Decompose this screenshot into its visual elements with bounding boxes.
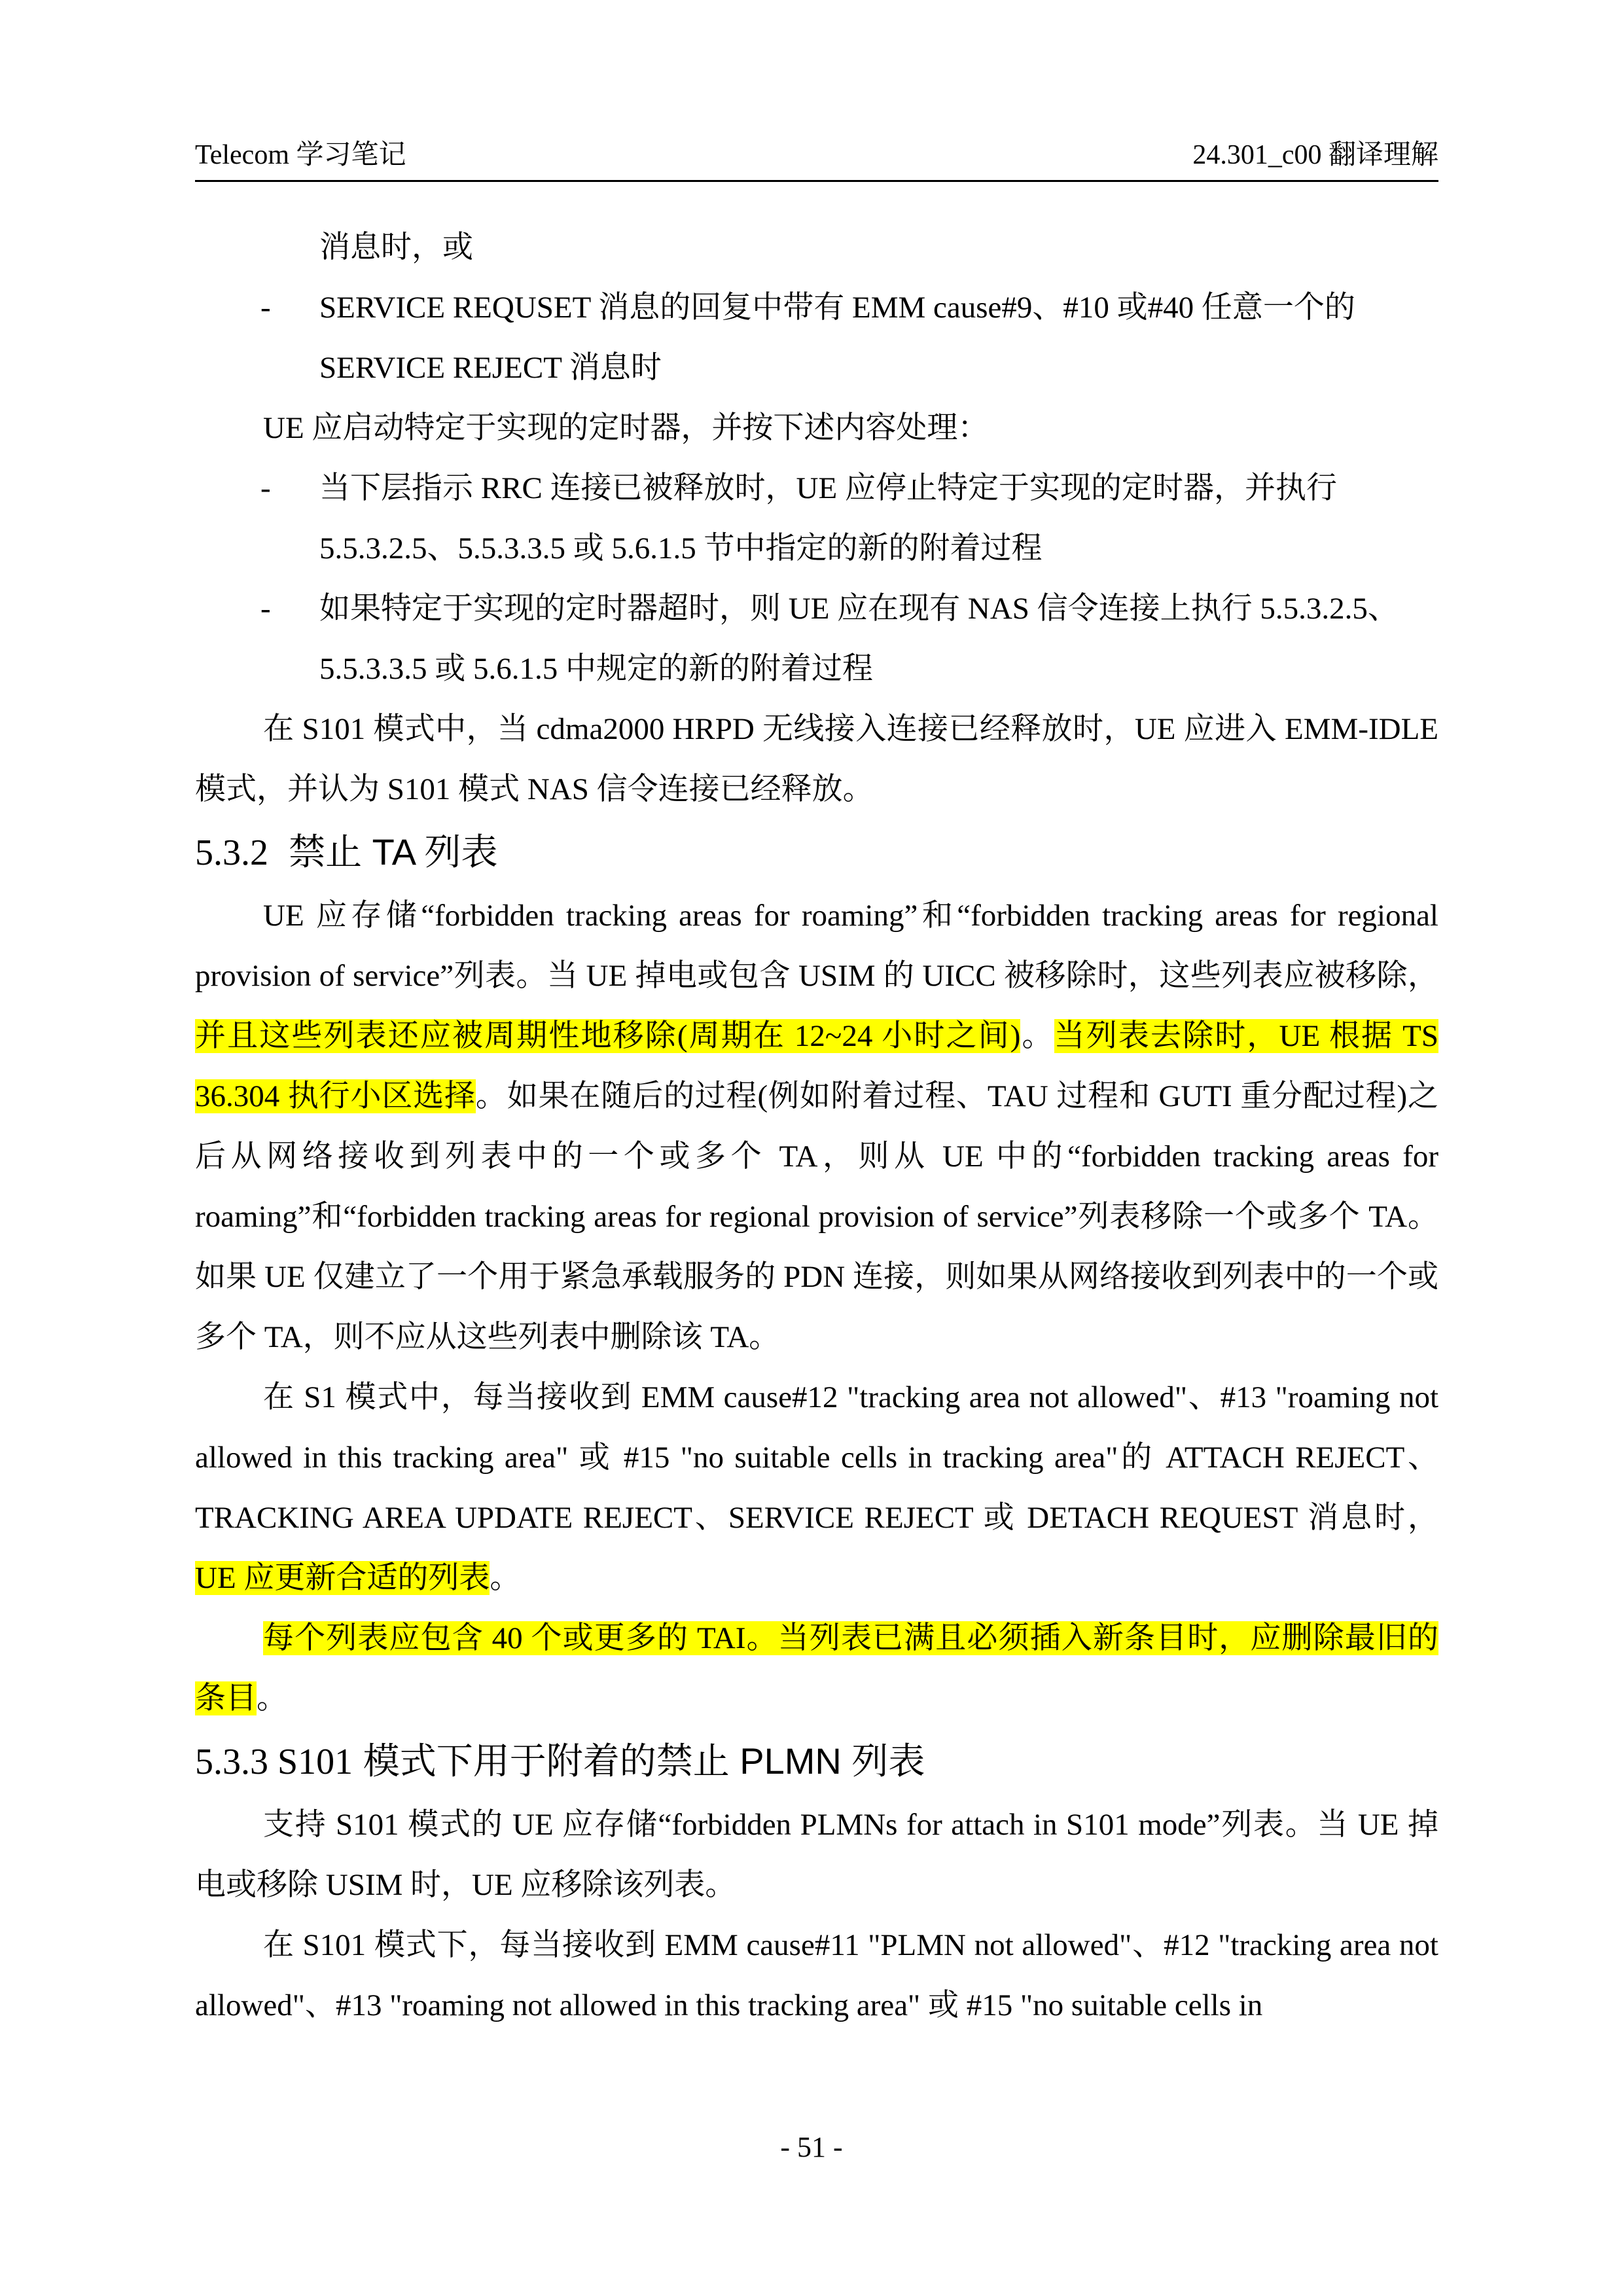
text-run: UE 应存储“forbidden tracking areas for roaming”和“forbidden tracking areas for regional provision of service”列表。当 UE 掉电或包含 USIM 的 UICC 被移除时，这些列表应被移除，: [195, 899, 1438, 993]
bullet-dash: -: [260, 471, 271, 505]
page-number: - 51 -: [780, 2131, 843, 2163]
paragraph: UE 应启动特定于实现的定时器，并按下述内容处理：: [263, 411, 989, 445]
text-run: 。: [1020, 1019, 1054, 1053]
bullet-dash: -: [260, 291, 271, 325]
section-heading-5-3-2: [195, 819, 1438, 886]
document-body: [195, 217, 1438, 2036]
paragraph: 在 S101 模式下，每当接收到 EMM cause#11 "PLMN not allowed"、#12 "tracking area not allowed"、#13 "roaming not allowed in this tracking area" 或 #15 "no suitable cells in: [195, 1928, 1438, 2022]
header-left-title: Telecom 学习笔记: [195, 140, 406, 170]
section-number: 5.3.2: [195, 833, 268, 873]
page-header: [195, 134, 1438, 182]
text-run: 。: [257, 1681, 287, 1715]
text-run: 。如果在随后的过程(例如附着过程、TAU 过程和 GUTI 重分配过程)之后从网络接收到列表中的一个或多个 TA，则从 UE 中的“forbidden tracking areas for roaming”和“forbidden tracking areas for regional provision of service”列表移除一个或多个 TA。如果 UE 仅建立了一个用于紧急承载服务的 PDN 连接，则如果从网络接收到列表中的一个或多个 TA，则不应从这些列表中删除该 TA。: [195, 1079, 1438, 1354]
paragraph: [195, 886, 1438, 1367]
highlighted-text: 当列表去除时，UE 根据 TS 36.304 执行小区选择: [195, 1019, 1439, 1113]
header-right-title: 24.301_c00 翻译理解: [1192, 140, 1438, 170]
bullet-item: [195, 278, 1438, 398]
bullet-text: SERVICE REQUSET 消息的回复中带有 EMM cause#9、#10 或#40 任意一个的: [319, 291, 1355, 325]
section-number: 5.3.3 S101: [195, 1742, 353, 1782]
bullet-text-continued: 5.5.3.3.5 或 5.6.1.5 中规定的新的附着过程: [319, 652, 873, 686]
bullet-item: [195, 579, 1438, 699]
text-run: 在 S1 模式中，每当接收到 EMM cause#12 "tracking area not allowed"、#13 "roaming not allowed in this tracking area" 或 #15 "no suitable cells in tracking area"的 ATTACH REJECT、TRACKING AREA UPDATE REJECT、SERVICE REJECT 或 DETACH REQUEST 消息时，: [195, 1380, 1438, 1535]
highlighted-text: 并且这些列表还应被周期性地移除(周期在 12~24 小时之间): [195, 1019, 1021, 1053]
paragraph: 在 S101 模式中，当 cdma2000 HRPD 无线接入连接已经释放时，UE 应进入 EMM-IDLE 模式，并认为 S101 模式 NAS 信令连接已经释放。: [195, 712, 1438, 806]
paragraph: [195, 1367, 1438, 1608]
bullet-text: 当下层指示 RRC 连接已被释放时，UE 应停止特定于实现的定时器，并执行: [319, 471, 1337, 505]
bullet-item: [195, 458, 1438, 579]
highlighted-text: UE 应更新合适的列表: [195, 1561, 490, 1595]
section-title: 模式下用于附着的禁止 PLMN 列表: [363, 1740, 925, 1782]
paragraph-continuation: 消息时，或: [319, 230, 473, 264]
bullet-dash: -: [260, 592, 271, 626]
highlighted-text: 每个列表应包含 40 个或更多的 TAI。当列表已满且必须插入新条目时，应删除最旧的条目: [195, 1621, 1438, 1715]
paragraph: 支持 S101 模式的 UE 应存储“forbidden PLMNs for attach in S101 mode”列表。当 UE 掉电或移除 USIM 时，UE 应移除该列表。: [195, 1808, 1438, 1902]
text-run: 。: [490, 1561, 521, 1595]
section-heading-5-3-3: [195, 1729, 1438, 1795]
bullet-text: 如果特定于实现的定时器超时，则 UE 应在现有 NAS 信令连接上执行 5.5.3.2.5、: [319, 592, 1399, 626]
bullet-text-continued: 5.5.3.2.5、5.5.3.3.5 或 5.6.1.5 节中指定的新的附着过程: [319, 531, 1043, 565]
section-title: 禁止 TA 列表: [289, 831, 498, 872]
bullet-text-continued: SERVICE REJECT 消息时: [319, 351, 662, 385]
paragraph: [195, 1608, 1438, 1729]
